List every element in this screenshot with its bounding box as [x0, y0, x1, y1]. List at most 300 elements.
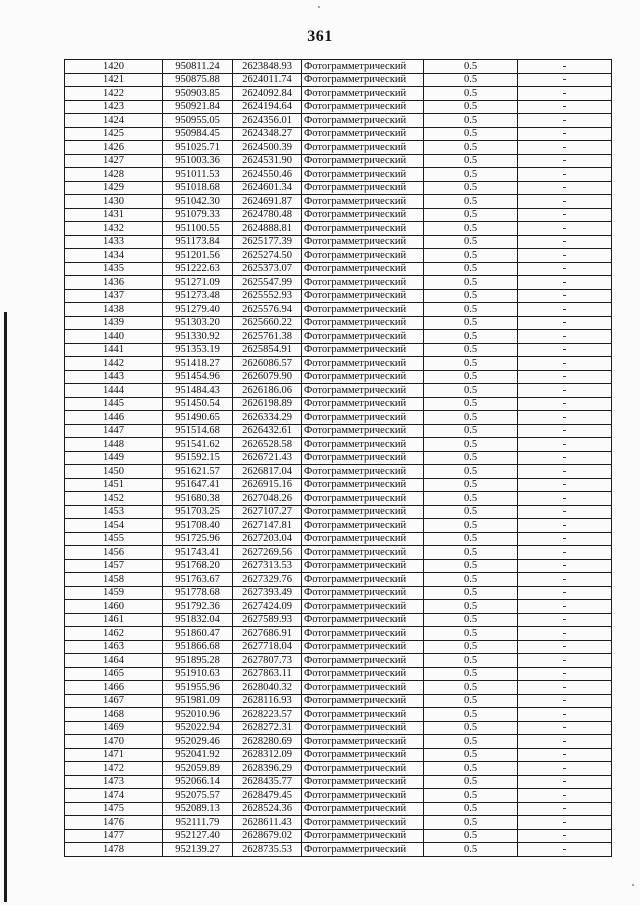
note-cell: -	[518, 222, 612, 236]
x-coordinate-cell: 950811.24	[163, 60, 233, 74]
accuracy-cell: 0.5	[424, 802, 518, 816]
y-coordinate-cell: 2625547.99	[233, 276, 302, 290]
y-coordinate-cell: 2627269.56	[233, 546, 302, 560]
note-cell: -	[518, 168, 612, 182]
table-row	[65, 343, 612, 357]
y-coordinate-cell: 2624500.39	[233, 141, 302, 155]
x-coordinate-cell: 951680.38	[163, 492, 233, 506]
y-coordinate-cell: 2626721.43	[233, 451, 302, 465]
method-cell: Фотограмметрический	[302, 762, 424, 776]
accuracy-cell: 0.5	[424, 397, 518, 411]
point-number-cell: 1474	[65, 789, 163, 803]
note-cell: -	[518, 154, 612, 168]
accuracy-cell: 0.5	[424, 613, 518, 627]
method-cell: Фотограмметрический	[302, 316, 424, 330]
x-coordinate-cell: 951703.25	[163, 505, 233, 519]
table-row	[65, 586, 612, 600]
x-coordinate-cell: 951895.28	[163, 654, 233, 668]
method-cell: Фотограмметрический	[302, 235, 424, 249]
scan-speck	[632, 884, 634, 886]
point-number-cell: 1428	[65, 168, 163, 182]
point-number-cell: 1465	[65, 667, 163, 681]
method-cell: Фотограмметрический	[302, 141, 424, 155]
y-coordinate-cell: 2625854.91	[233, 343, 302, 357]
point-number-cell: 1459	[65, 586, 163, 600]
table-row	[65, 424, 612, 438]
note-cell: -	[518, 519, 612, 533]
accuracy-cell: 0.5	[424, 789, 518, 803]
x-coordinate-cell: 951792.36	[163, 600, 233, 614]
note-cell: -	[518, 627, 612, 641]
accuracy-cell: 0.5	[424, 357, 518, 371]
point-number-cell: 1463	[65, 640, 163, 654]
point-number-cell: 1447	[65, 424, 163, 438]
accuracy-cell: 0.5	[424, 411, 518, 425]
x-coordinate-cell: 952111.79	[163, 816, 233, 830]
table-row	[65, 843, 612, 857]
accuracy-cell: 0.5	[424, 276, 518, 290]
x-coordinate-cell: 951100.55	[163, 222, 233, 236]
accuracy-cell: 0.5	[424, 249, 518, 263]
point-number-cell: 1462	[65, 627, 163, 641]
table-row	[65, 465, 612, 479]
x-coordinate-cell: 952075.57	[163, 789, 233, 803]
x-coordinate-cell: 951450.54	[163, 397, 233, 411]
x-coordinate-cell: 950984.45	[163, 127, 233, 141]
method-cell: Фотограмметрический	[302, 748, 424, 762]
table-row	[65, 208, 612, 222]
table-row	[65, 289, 612, 303]
point-number-cell: 1477	[65, 829, 163, 843]
method-cell: Фотограмметрический	[302, 222, 424, 236]
accuracy-cell: 0.5	[424, 681, 518, 695]
accuracy-cell: 0.5	[424, 519, 518, 533]
x-coordinate-cell: 951832.04	[163, 613, 233, 627]
point-number-cell: 1431	[65, 208, 163, 222]
y-coordinate-cell: 2626186.06	[233, 384, 302, 398]
method-cell: Фотограмметрический	[302, 330, 424, 344]
note-cell: -	[518, 654, 612, 668]
x-coordinate-cell: 950921.84	[163, 100, 233, 114]
x-coordinate-cell: 951541.62	[163, 438, 233, 452]
method-cell: Фотограмметрический	[302, 721, 424, 735]
method-cell: Фотограмметрический	[302, 573, 424, 587]
accuracy-cell: 0.5	[424, 735, 518, 749]
x-coordinate-cell: 952139.27	[163, 843, 233, 857]
note-cell: -	[518, 532, 612, 546]
accuracy-cell: 0.5	[424, 343, 518, 357]
point-number-cell: 1430	[65, 195, 163, 209]
x-coordinate-cell: 951018.68	[163, 181, 233, 195]
y-coordinate-cell: 2627203.04	[233, 532, 302, 546]
method-cell: Фотограмметрический	[302, 343, 424, 357]
method-cell: Фотограмметрический	[302, 519, 424, 533]
note-cell: -	[518, 640, 612, 654]
method-cell: Фотограмметрический	[302, 708, 424, 722]
accuracy-cell: 0.5	[424, 843, 518, 857]
table-row	[65, 505, 612, 519]
y-coordinate-cell: 2626334.29	[233, 411, 302, 425]
table-row	[65, 222, 612, 236]
y-coordinate-cell: 2625552.93	[233, 289, 302, 303]
point-number-cell: 1452	[65, 492, 163, 506]
y-coordinate-cell: 2625177.39	[233, 235, 302, 249]
x-coordinate-cell: 951279.40	[163, 303, 233, 317]
method-cell: Фотограмметрический	[302, 667, 424, 681]
coordinates-table	[64, 59, 612, 857]
table-row	[65, 438, 612, 452]
x-coordinate-cell: 951763.67	[163, 573, 233, 587]
point-number-cell: 1472	[65, 762, 163, 776]
note-cell: -	[518, 249, 612, 263]
y-coordinate-cell: 2624550.46	[233, 168, 302, 182]
x-coordinate-cell: 951042.30	[163, 195, 233, 209]
x-coordinate-cell: 951708.40	[163, 519, 233, 533]
y-coordinate-cell: 2626432.61	[233, 424, 302, 438]
table-row	[65, 681, 612, 695]
point-number-cell: 1438	[65, 303, 163, 317]
table-row	[65, 127, 612, 141]
note-cell: -	[518, 181, 612, 195]
method-cell: Фотограмметрический	[302, 249, 424, 263]
table-row	[65, 303, 612, 317]
table-row	[65, 519, 612, 533]
method-cell: Фотограмметрический	[302, 546, 424, 560]
y-coordinate-cell: 2628479.45	[233, 789, 302, 803]
table-row	[65, 627, 612, 641]
y-coordinate-cell: 2628396.29	[233, 762, 302, 776]
table-row	[65, 87, 612, 101]
method-cell: Фотограмметрический	[302, 424, 424, 438]
y-coordinate-cell: 2624092.84	[233, 87, 302, 101]
method-cell: Фотограмметрический	[302, 154, 424, 168]
x-coordinate-cell: 951201.56	[163, 249, 233, 263]
x-coordinate-cell: 951743.41	[163, 546, 233, 560]
x-coordinate-cell: 952089.13	[163, 802, 233, 816]
accuracy-cell: 0.5	[424, 424, 518, 438]
accuracy-cell: 0.5	[424, 478, 518, 492]
note-cell: -	[518, 505, 612, 519]
point-number-cell: 1443	[65, 370, 163, 384]
table-row	[65, 114, 612, 128]
method-cell: Фотограмметрический	[302, 505, 424, 519]
point-number-cell: 1440	[65, 330, 163, 344]
accuracy-cell: 0.5	[424, 289, 518, 303]
x-coordinate-cell: 951490.65	[163, 411, 233, 425]
y-coordinate-cell: 2626817.04	[233, 465, 302, 479]
y-coordinate-cell: 2627718.04	[233, 640, 302, 654]
note-cell: -	[518, 87, 612, 101]
note-cell: -	[518, 465, 612, 479]
accuracy-cell: 0.5	[424, 114, 518, 128]
method-cell: Фотограмметрический	[302, 681, 424, 695]
x-coordinate-cell: 951768.20	[163, 559, 233, 573]
point-number-cell: 1421	[65, 73, 163, 87]
note-cell: -	[518, 289, 612, 303]
note-cell: -	[518, 492, 612, 506]
accuracy-cell: 0.5	[424, 330, 518, 344]
note-cell: -	[518, 424, 612, 438]
note-cell: -	[518, 600, 612, 614]
method-cell: Фотограмметрический	[302, 127, 424, 141]
scan-edge-shadow	[4, 312, 7, 902]
method-cell: Фотограмметрический	[302, 600, 424, 614]
method-cell: Фотограмметрический	[302, 829, 424, 843]
y-coordinate-cell: 2628116.93	[233, 694, 302, 708]
note-cell: -	[518, 681, 612, 695]
point-number-cell: 1422	[65, 87, 163, 101]
table-row	[65, 748, 612, 762]
table-row	[65, 235, 612, 249]
x-coordinate-cell: 952059.89	[163, 762, 233, 776]
point-number-cell: 1444	[65, 384, 163, 398]
y-coordinate-cell: 2624888.81	[233, 222, 302, 236]
x-coordinate-cell: 951454.96	[163, 370, 233, 384]
note-cell: -	[518, 762, 612, 776]
method-cell: Фотограмметрический	[302, 303, 424, 317]
x-coordinate-cell: 951866.68	[163, 640, 233, 654]
x-coordinate-cell: 951353.19	[163, 343, 233, 357]
note-cell: -	[518, 789, 612, 803]
point-number-cell: 1454	[65, 519, 163, 533]
accuracy-cell: 0.5	[424, 235, 518, 249]
y-coordinate-cell: 2627589.93	[233, 613, 302, 627]
point-number-cell: 1439	[65, 316, 163, 330]
x-coordinate-cell: 952066.14	[163, 775, 233, 789]
point-number-cell: 1437	[65, 289, 163, 303]
table-row	[65, 694, 612, 708]
accuracy-cell: 0.5	[424, 127, 518, 141]
note-cell: -	[518, 384, 612, 398]
point-number-cell: 1420	[65, 60, 163, 74]
y-coordinate-cell: 2627329.76	[233, 573, 302, 587]
y-coordinate-cell: 2626079.90	[233, 370, 302, 384]
note-cell: -	[518, 708, 612, 722]
y-coordinate-cell: 2628679.02	[233, 829, 302, 843]
method-cell: Фотограмметрический	[302, 802, 424, 816]
x-coordinate-cell: 952022.94	[163, 721, 233, 735]
method-cell: Фотограмметрический	[302, 451, 424, 465]
point-number-cell: 1470	[65, 735, 163, 749]
table-row	[65, 816, 612, 830]
accuracy-cell: 0.5	[424, 573, 518, 587]
note-cell: -	[518, 478, 612, 492]
method-cell: Фотограмметрический	[302, 586, 424, 600]
table-row	[65, 451, 612, 465]
note-cell: -	[518, 843, 612, 857]
point-number-cell: 1445	[65, 397, 163, 411]
note-cell: -	[518, 546, 612, 560]
note-cell: -	[518, 613, 612, 627]
note-cell: -	[518, 438, 612, 452]
method-cell: Фотограмметрический	[302, 465, 424, 479]
note-cell: -	[518, 262, 612, 276]
table-row	[65, 154, 612, 168]
table-row	[65, 789, 612, 803]
y-coordinate-cell: 2627424.09	[233, 600, 302, 614]
point-number-cell: 1457	[65, 559, 163, 573]
accuracy-cell: 0.5	[424, 775, 518, 789]
table-row	[65, 775, 612, 789]
note-cell: -	[518, 694, 612, 708]
y-coordinate-cell: 2628735.53	[233, 843, 302, 857]
accuracy-cell: 0.5	[424, 654, 518, 668]
note-cell: -	[518, 370, 612, 384]
note-cell: -	[518, 573, 612, 587]
note-cell: -	[518, 276, 612, 290]
x-coordinate-cell: 951273.48	[163, 289, 233, 303]
method-cell: Фотограмметрический	[302, 438, 424, 452]
point-number-cell: 1460	[65, 600, 163, 614]
point-number-cell: 1436	[65, 276, 163, 290]
note-cell: -	[518, 208, 612, 222]
x-coordinate-cell: 951910.63	[163, 667, 233, 681]
point-number-cell: 1423	[65, 100, 163, 114]
x-coordinate-cell: 951330.92	[163, 330, 233, 344]
method-cell: Фотограмметрический	[302, 168, 424, 182]
accuracy-cell: 0.5	[424, 492, 518, 506]
table-row	[65, 73, 612, 87]
y-coordinate-cell: 2627863.11	[233, 667, 302, 681]
table-row	[65, 735, 612, 749]
method-cell: Фотограмметрический	[302, 397, 424, 411]
point-number-cell: 1449	[65, 451, 163, 465]
accuracy-cell: 0.5	[424, 60, 518, 74]
table-row	[65, 492, 612, 506]
x-coordinate-cell: 952041.92	[163, 748, 233, 762]
table-row	[65, 546, 612, 560]
table-row	[65, 613, 612, 627]
table-row	[65, 60, 612, 74]
table-row	[65, 276, 612, 290]
note-cell: -	[518, 73, 612, 87]
x-coordinate-cell: 951621.57	[163, 465, 233, 479]
note-cell: -	[518, 721, 612, 735]
x-coordinate-cell: 951647.41	[163, 478, 233, 492]
table-row	[65, 411, 612, 425]
accuracy-cell: 0.5	[424, 559, 518, 573]
method-cell: Фотограмметрический	[302, 654, 424, 668]
point-number-cell: 1442	[65, 357, 163, 371]
x-coordinate-cell: 951418.27	[163, 357, 233, 371]
table-row	[65, 640, 612, 654]
note-cell: -	[518, 114, 612, 128]
x-coordinate-cell: 951778.68	[163, 586, 233, 600]
point-number-cell: 1427	[65, 154, 163, 168]
table-row	[65, 330, 612, 344]
point-number-cell: 1471	[65, 748, 163, 762]
y-coordinate-cell: 2624194.64	[233, 100, 302, 114]
method-cell: Фотограмметрический	[302, 262, 424, 276]
accuracy-cell: 0.5	[424, 100, 518, 114]
y-coordinate-cell: 2624780.48	[233, 208, 302, 222]
accuracy-cell: 0.5	[424, 505, 518, 519]
method-cell: Фотограмметрический	[302, 775, 424, 789]
x-coordinate-cell: 951011.53	[163, 168, 233, 182]
table-row	[65, 600, 612, 614]
point-number-cell: 1451	[65, 478, 163, 492]
table-row	[65, 384, 612, 398]
accuracy-cell: 0.5	[424, 370, 518, 384]
method-cell: Фотограмметрический	[302, 532, 424, 546]
method-cell: Фотограмметрический	[302, 114, 424, 128]
accuracy-cell: 0.5	[424, 195, 518, 209]
table-row	[65, 357, 612, 371]
note-cell: -	[518, 330, 612, 344]
point-number-cell: 1446	[65, 411, 163, 425]
scan-speck	[318, 6, 320, 8]
method-cell: Фотограмметрический	[302, 735, 424, 749]
method-cell: Фотограмметрический	[302, 100, 424, 114]
x-coordinate-cell: 950955.05	[163, 114, 233, 128]
accuracy-cell: 0.5	[424, 532, 518, 546]
method-cell: Фотограмметрический	[302, 559, 424, 573]
table-row	[65, 829, 612, 843]
y-coordinate-cell: 2627107.27	[233, 505, 302, 519]
note-cell: -	[518, 451, 612, 465]
note-cell: -	[518, 411, 612, 425]
point-number-cell: 1434	[65, 249, 163, 263]
y-coordinate-cell: 2625660.22	[233, 316, 302, 330]
y-coordinate-cell: 2623848.93	[233, 60, 302, 74]
table-row	[65, 654, 612, 668]
x-coordinate-cell: 951003.36	[163, 154, 233, 168]
note-cell: -	[518, 343, 612, 357]
x-coordinate-cell: 950875.88	[163, 73, 233, 87]
y-coordinate-cell: 2627048.26	[233, 492, 302, 506]
point-number-cell: 1455	[65, 532, 163, 546]
note-cell: -	[518, 141, 612, 155]
x-coordinate-cell: 952010.96	[163, 708, 233, 722]
table-row	[65, 762, 612, 776]
note-cell: -	[518, 357, 612, 371]
note-cell: -	[518, 667, 612, 681]
table-row	[65, 168, 612, 182]
x-coordinate-cell: 951079.33	[163, 208, 233, 222]
note-cell: -	[518, 195, 612, 209]
method-cell: Фотограмметрический	[302, 357, 424, 371]
method-cell: Фотограмметрический	[302, 613, 424, 627]
y-coordinate-cell: 2628223.57	[233, 708, 302, 722]
method-cell: Фотограмметрический	[302, 816, 424, 830]
y-coordinate-cell: 2624011.74	[233, 73, 302, 87]
y-coordinate-cell: 2624691.87	[233, 195, 302, 209]
y-coordinate-cell: 2627147.81	[233, 519, 302, 533]
accuracy-cell: 0.5	[424, 748, 518, 762]
method-cell: Фотограмметрический	[302, 276, 424, 290]
note-cell: -	[518, 829, 612, 843]
y-coordinate-cell: 2628611.43	[233, 816, 302, 830]
note-cell: -	[518, 559, 612, 573]
table-row	[65, 249, 612, 263]
point-number-cell: 1456	[65, 546, 163, 560]
y-coordinate-cell: 2628312.09	[233, 748, 302, 762]
note-cell: -	[518, 802, 612, 816]
x-coordinate-cell: 951514.68	[163, 424, 233, 438]
method-cell: Фотограмметрический	[302, 87, 424, 101]
y-coordinate-cell: 2626198.89	[233, 397, 302, 411]
note-cell: -	[518, 127, 612, 141]
point-number-cell: 1435	[65, 262, 163, 276]
accuracy-cell: 0.5	[424, 181, 518, 195]
point-number-cell: 1468	[65, 708, 163, 722]
table-row	[65, 573, 612, 587]
y-coordinate-cell: 2626915.16	[233, 478, 302, 492]
y-coordinate-cell: 2628272.31	[233, 721, 302, 735]
x-coordinate-cell: 951725.96	[163, 532, 233, 546]
y-coordinate-cell: 2628040.32	[233, 681, 302, 695]
method-cell: Фотограмметрический	[302, 370, 424, 384]
